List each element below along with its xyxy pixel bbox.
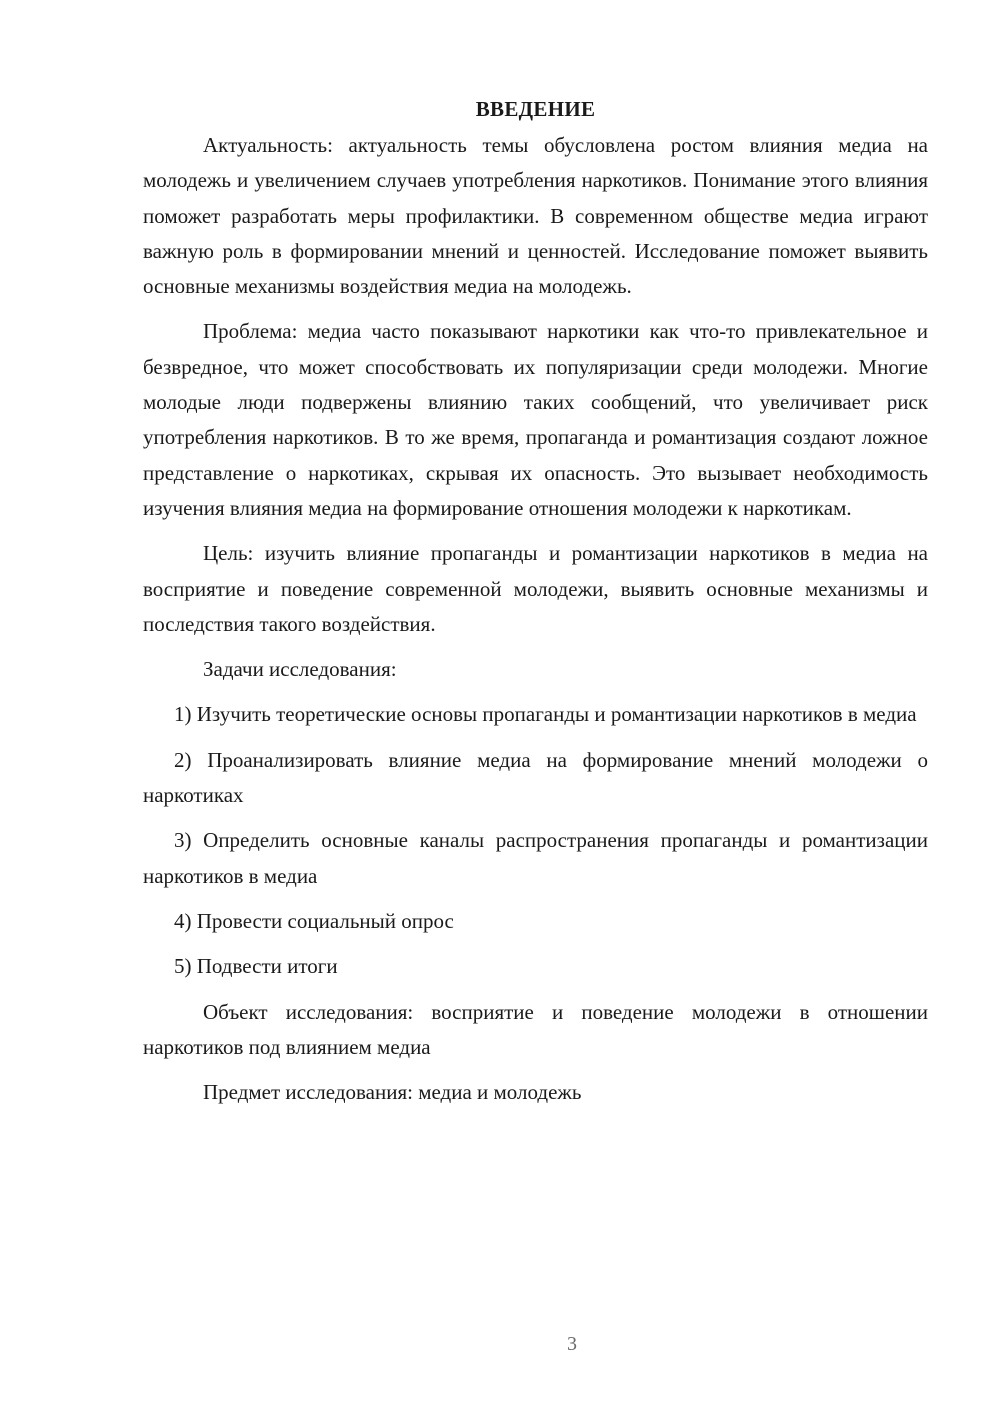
task-item: 2) Проанализировать влияние медиа на формирование мнений молодежи о наркотиках: [143, 747, 928, 808]
task-item: 1) Изучить теоретические основы пропаганды и романтизации наркотиков в медиа: [174, 702, 917, 727]
page-number: 3: [567, 1333, 577, 1355]
paragraph-object: Объект исследования: восприятие и поведение молодежи в отношении наркотиков под влиянием медиа: [143, 999, 928, 1059]
task-item: 5) Подвести итоги: [174, 954, 338, 979]
paragraph-problem: Проблема: медиа часто показывают наркотики как что-то привлекательное и безвредное, что может способствовать их популяризации среди молодежи. Многие молодые люди подвержены влиянию таких сообщений, что увеличивает риск употребления наркотиков. В то же время, пропаганда и романтизация создают ложное представление о наркотиках, скрывая их опасность. Это вызывает необходимость изучения влияния медиа на формирование отношения молодежи к наркотикам.: [143, 319, 928, 520]
section-title: ВВЕДЕНИЕ: [475, 97, 596, 121]
paragraph-relevance: Актуальность: актуальность темы обусловлена ростом влияния медиа на молодежь и увеличением случаев употребления наркотиков. Понимание этого влияния поможет разработать меры профилактики. В современном обществе медиа играют важную роль в формировании мнений и ценностей. Исследование поможет выявить основные механизмы воздействия медиа на молодежь.: [143, 133, 928, 299]
paragraph-goal: Цель: изучить влияние пропаганды и романтизации наркотиков в медиа на восприятие и поведение современной молодежи, выявить основные механизмы и последствия такого воздействия.: [143, 541, 928, 636]
paragraph-tasks-heading: Задачи исследования:: [203, 657, 397, 682]
paragraph-subject: Предмет исследования: медиа и молодежь: [203, 1080, 582, 1105]
task-item: 3) Определить основные каналы распространения пропаганды и романтизации наркотиков в медиа: [143, 828, 928, 888]
document-page: [143, 92, 928, 1120]
task-item: 4) Провести социальный опрос: [174, 908, 454, 933]
